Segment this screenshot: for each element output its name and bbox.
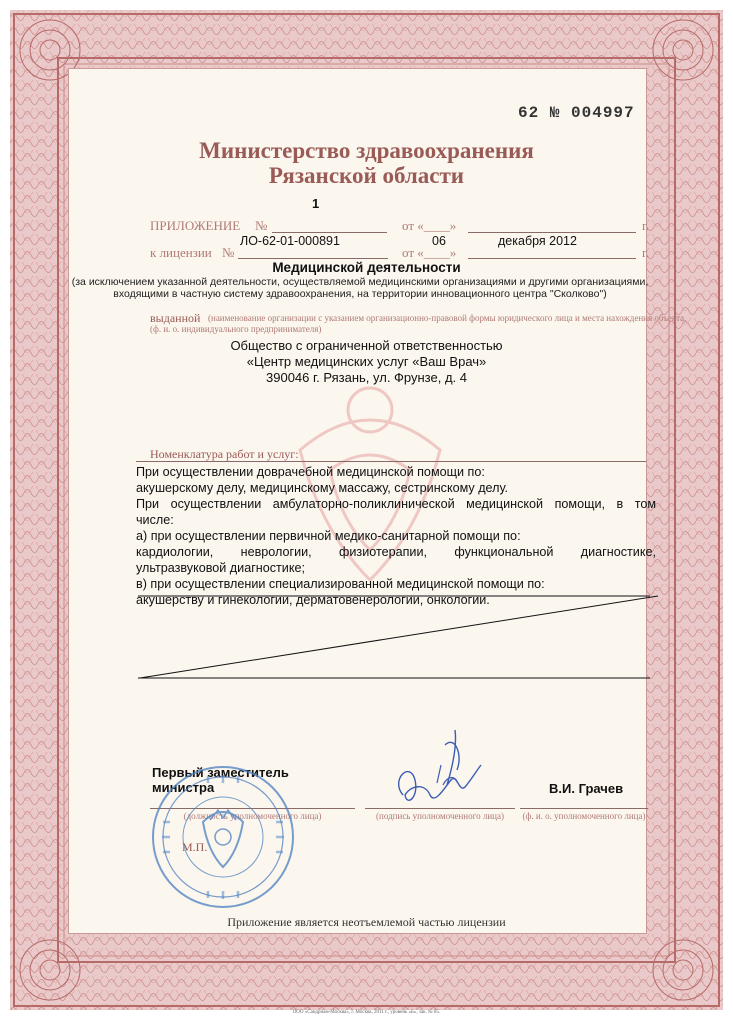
works-line-3: При осуществлении амбулаторно-поликлинической медицинской помощи, в том xyxy=(136,497,656,511)
printer-imprint: ООО «Сандриам-Москва», г. Москва, 2011 г., уровень «Б», зак. № 85. xyxy=(292,1010,441,1015)
works-line-7: ультразвуковой диагностике; xyxy=(136,561,306,575)
license-date-month-year: декабря 2012 xyxy=(498,234,577,248)
works-label: Номенклатура работ и услуг: xyxy=(150,447,299,461)
signer-position-line2: министра xyxy=(152,780,215,795)
license-year-suffix: г. xyxy=(642,245,650,260)
license-number-value: ЛО-62-01-000891 xyxy=(240,234,340,248)
activity-note: (за исключением указанной деятельности, осуществляемой медицинскими организациями и другими организациями, входящими в частную систему здравоохранения, на территории инновационного центра "Сколково") xyxy=(71,276,649,300)
signer-position-caption: (должность уполномоченного лица) xyxy=(183,811,322,821)
works-line-1: При осуществлении доврачебной медицинской помощи по: xyxy=(136,465,485,479)
appendix-footer-note: Приложение является неотъемлемой частью лицензии xyxy=(227,915,506,929)
license-label: к лицензии xyxy=(150,245,212,260)
appendix-label: ПРИЛОЖЕНИЕ xyxy=(150,218,241,233)
stamp-place-label: М.П. xyxy=(182,840,208,854)
signature-caption: (подпись уполномоченного лица) xyxy=(376,811,504,821)
signer-name-line xyxy=(520,808,648,809)
license-date-from: от «____» xyxy=(402,245,457,260)
organization-address: 390046 г. Рязань, ул. Фрунзе, д. 4 xyxy=(266,370,467,385)
ministry-title-line1: Министерство здравоохранения xyxy=(199,138,534,163)
works-label-line xyxy=(136,461,646,462)
appendix-number-line xyxy=(272,232,387,233)
appendix-year-suffix: г. xyxy=(642,218,650,233)
signature-line xyxy=(365,808,515,809)
activity-title: Медицинской деятельности xyxy=(272,260,461,275)
form-serial-number: 62 № 004997 xyxy=(518,104,635,122)
works-line-5: а) при осуществлении первичной медико-санитарной помощи по: xyxy=(136,529,521,543)
appendix-date-from: от «____» xyxy=(402,218,457,233)
license-number-sign: № xyxy=(222,245,235,260)
appendix-number-value: 1 xyxy=(312,196,320,211)
cancel-strike-lines xyxy=(130,590,665,690)
issued-note-ip: (ф. и. о. индивидуального предпринимателя) xyxy=(150,324,322,334)
signer-name-caption: (ф. и. о. уполномоченного лица) xyxy=(522,811,646,821)
works-line-4: числе: xyxy=(136,513,174,527)
license-date-line xyxy=(468,258,636,259)
signer-position-line1: Первый заместитель xyxy=(152,765,289,780)
works-line-8: в) при осуществлении специализированной медицинской помощи по: xyxy=(136,577,545,591)
works-line-9: акушерству и гинекологии, дерматовенерологии, онкологии. xyxy=(136,593,490,607)
appendix-date-line xyxy=(468,232,636,233)
organization-line1: Общество с ограниченной ответственностью xyxy=(230,338,503,353)
license-number-line xyxy=(238,258,388,259)
ministry-title-line2: Рязанской области xyxy=(268,163,465,188)
license-date-day: 06 xyxy=(432,234,446,248)
issued-label: выданной xyxy=(150,311,201,325)
works-line-6: кардиологии, неврологии, физиотерапии, функциональной диагностике, xyxy=(136,545,656,559)
signer-name: В.И. Грачев xyxy=(549,781,624,796)
handwritten-signature xyxy=(385,725,495,820)
organization-line2: «Центр медицинских услуг «Ваш Врач» xyxy=(246,354,487,369)
appendix-number-sign: № xyxy=(255,218,268,233)
official-seal-stamp xyxy=(148,762,298,912)
issued-note-org: (наименование организации с указанием организационно-правовой формы юридического лица и места нахождения объекта, xyxy=(208,313,687,323)
works-line-2: акушерскому делу, медицинскому массажу, сестринскому делу. xyxy=(136,481,509,495)
